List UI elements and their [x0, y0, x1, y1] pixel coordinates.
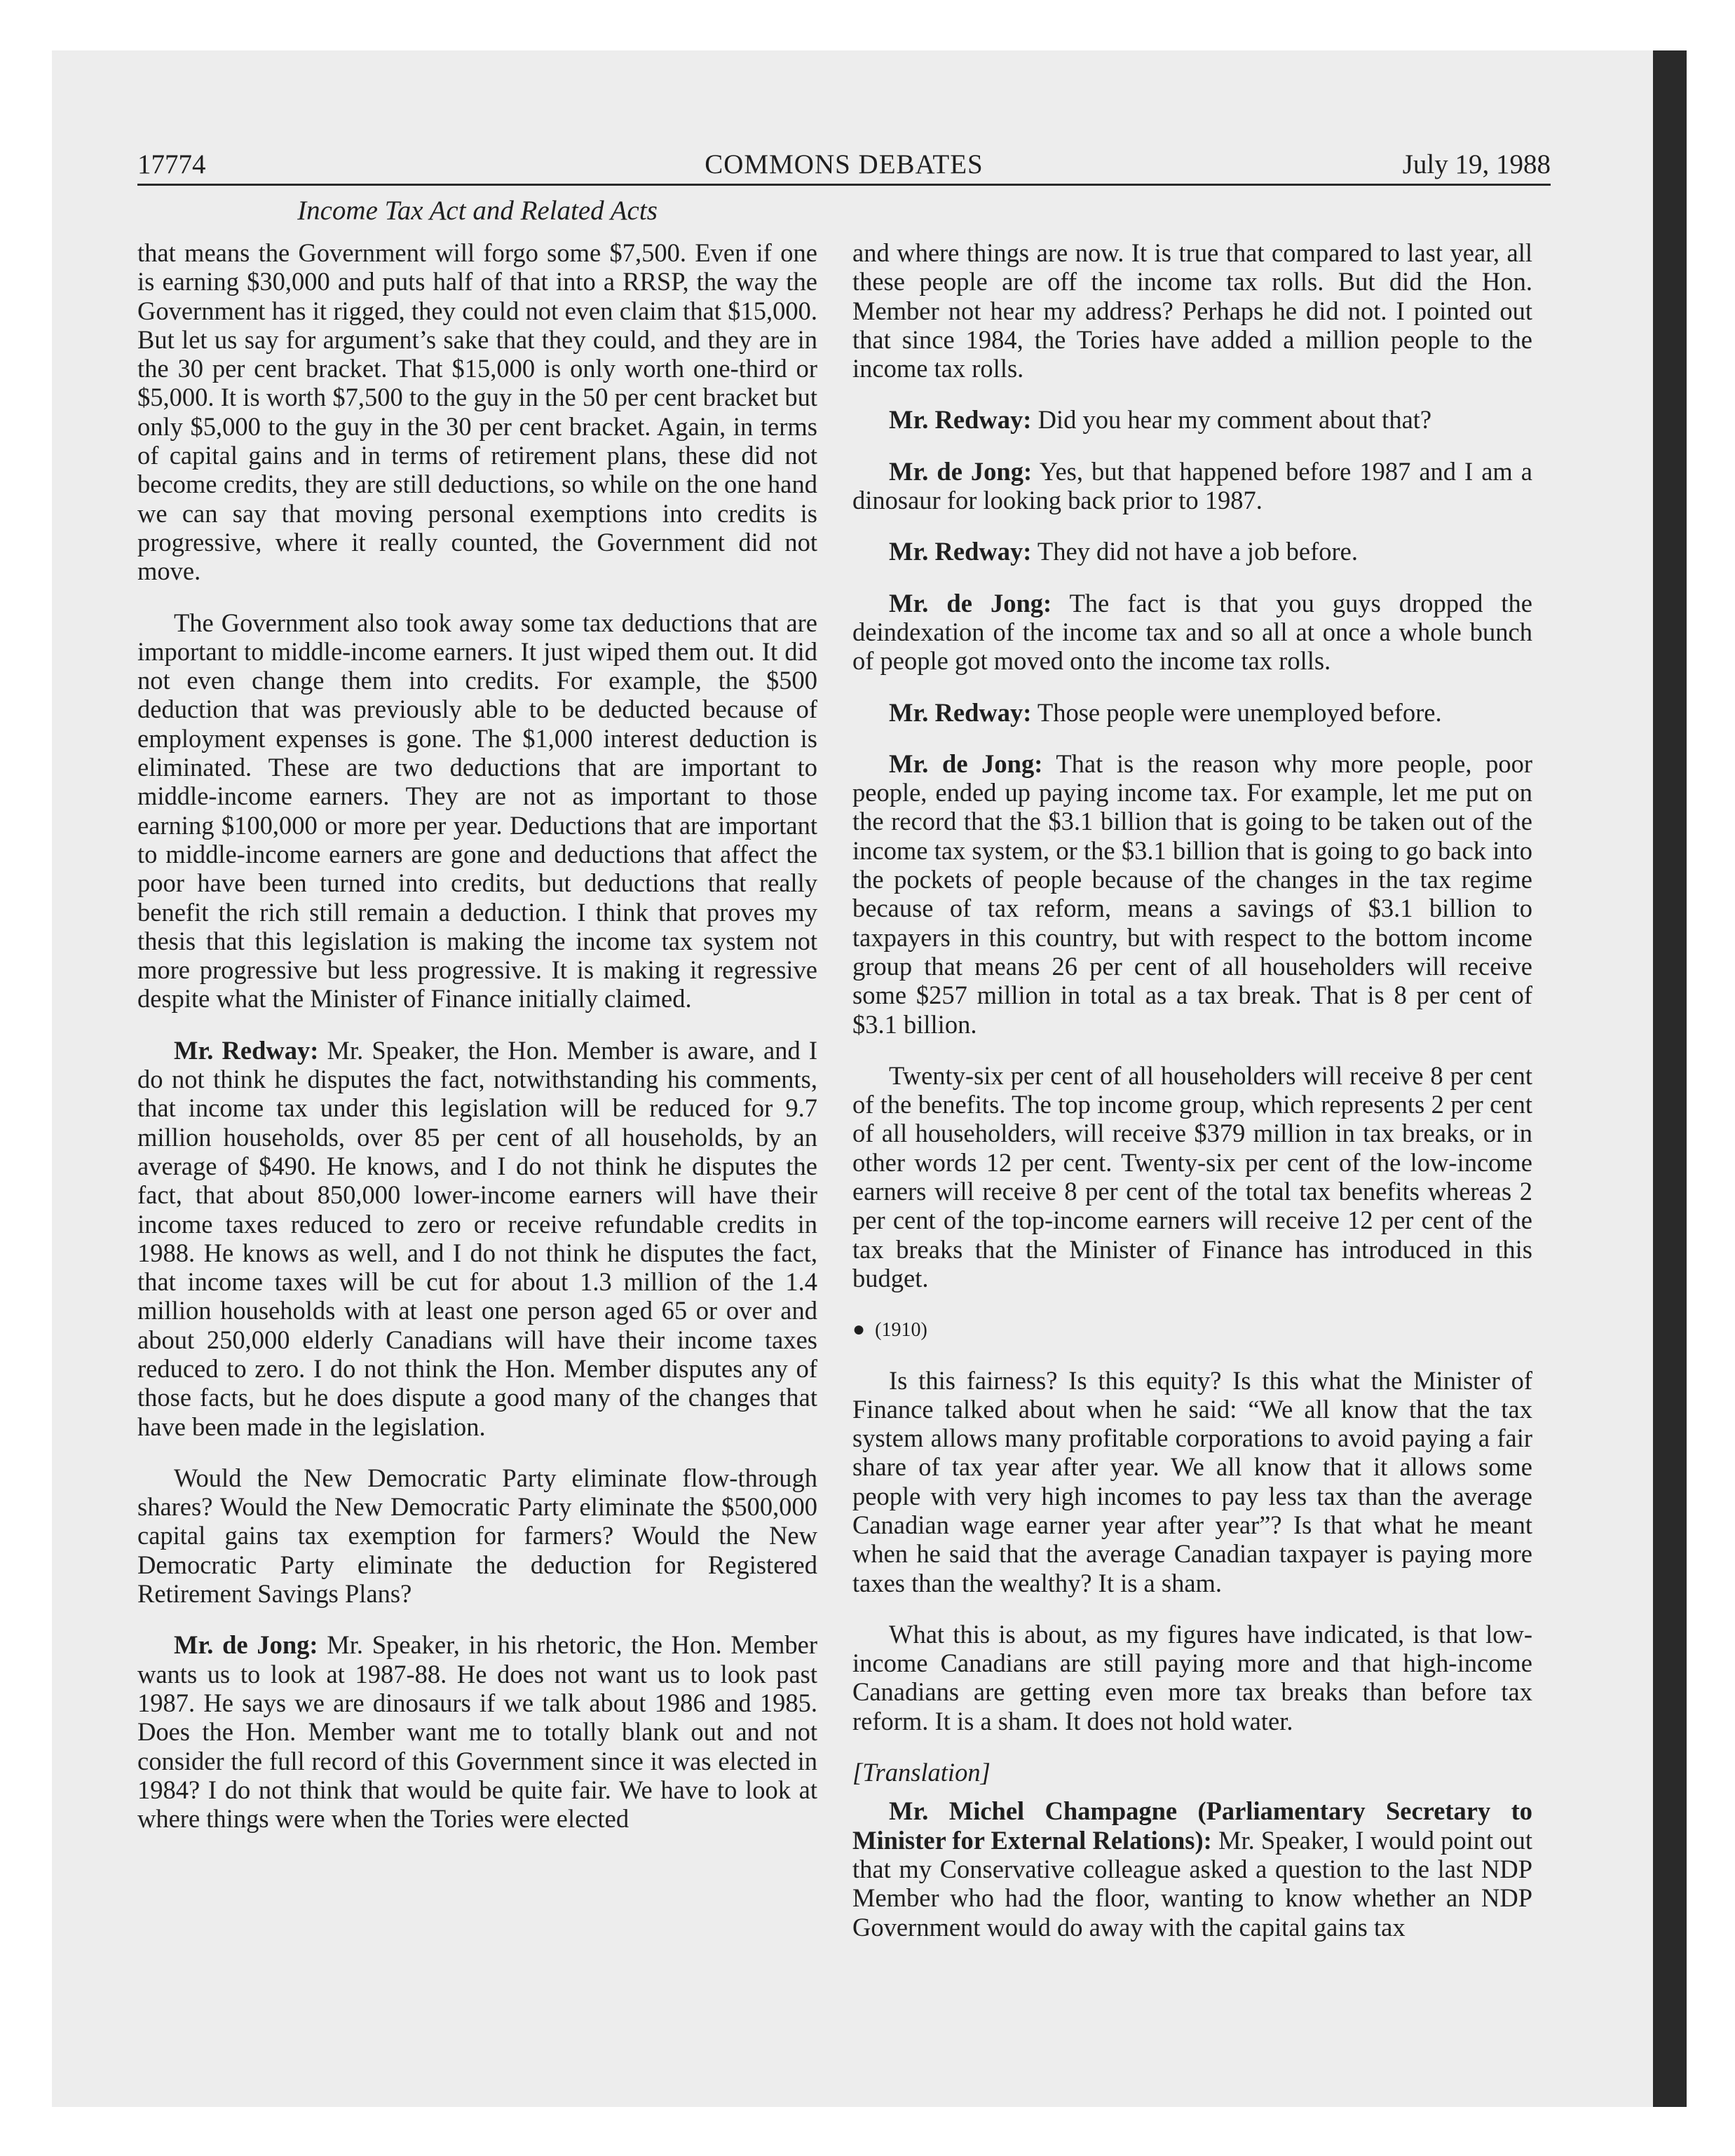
speech-text: They did not have a job before. [1037, 537, 1359, 566]
time-marker-text: (1910) [875, 1319, 927, 1342]
paragraph [852, 405, 1532, 434]
publication-title: COMMONS DEBATES [705, 149, 984, 179]
paragraph: Would the New Democratic Party eliminate flow-through shares? Would the New Democratic Party eliminate the $500,000 capital gains tax exemption for farmers? Would the New Democratic Party eliminate the deduction for Registered Retirement Savings Plans? [137, 1463, 817, 1609]
paragraph [137, 1630, 817, 1833]
paragraph: Twenty-six per cent of all householders will receive 8 per cent of the benefits. The top income group, which represents 2 per cent of all householders, will receive $379 million in tax breaks, or in other words 12 per cent. Twenty-six per cent of the low-income earners will receive 8 per cent of the total tax benefits whereas 2 per cent of the top-income earners will receive 12 per cent of the tax breaks that the Minister of Finance has introduced in this budget. [852, 1060, 1532, 1292]
bullet-icon: ● [852, 1318, 866, 1342]
speaker-name: Mr. Redway: [174, 1035, 319, 1065]
paragraph: that means the Government will forgo some $7,500. Even if one is earning $30,000 and puts half of that into a RRSP, the way the Government has it rigged, they could not even claim that $15,000. But let us say for argument’s sake that they could, and they are in the 30 per cent bracket. That $15,000 is only worth one-third or $5,000. It is worth $7,500 to the guy in the 50 per cent bracket but only $5,000 to the guy in the 30 per cent bracket. Again, in terms of capital gains and in terms of retirement plans, these did not become credits, they are still deductions, so while on the one hand we can say that moving personal exemptions into credits is progressive, where it really counted, the Government did not move. [137, 238, 817, 586]
page-header [137, 146, 1551, 186]
paragraph [137, 1036, 817, 1441]
speech-text: That is the reason why more people, poor people, ended up paying income tax. For example, let me put on the record that the $3.1 billion that is going to be taken out of the income tax system, or the $3.1 billion that is going to go back into the pockets of people because of the changes in the tax regime because of tax reform, means a savings of $3.1 billion to taxpayers in this country, but with respect to the bottom income group that means 26 per cent of all householders will receive some $257 million in total as a tax break. That is 8 per cent of $3.1 billion. [852, 749, 1532, 1039]
speech-text: Those people were unemployed before. [1037, 697, 1442, 727]
speaker-name: Mr. de Jong: [889, 588, 1052, 618]
speaker-name: Mr. de Jong: [889, 749, 1043, 778]
left-column [137, 238, 817, 1855]
page-number: 17774 [137, 149, 206, 179]
paragraph [852, 1796, 1532, 1941]
speech-text: Mr. Speaker, the Hon. Member is aware, and I do not think he disputes the fact, notwithstanding his comments, that income tax under this legislation will be reduced for 9.7 million households, over 85 per cent of all households, by an average of $490. He knows, and I do not think he disputes the fact, that about 850,000 lower-income earners will have their income taxes reduced to zero or receive refundable credits in 1988. He knows as well, and I do not think he disputes the fact, that income taxes will be cut for about 1.3 million of the 1.4 million households with at least one person aged 65 or over and about 250,000 elderly Canadians will have their income taxes reduced to zero. I do not think the Hon. Member disputes any of those facts, but he does dispute a good many of the changes that have been made in the legislation. [137, 1035, 817, 1441]
speaker-name: Mr. de Jong: [889, 456, 1033, 486]
speaker-name: Mr. Redway: [889, 697, 1032, 727]
speaker-name: Mr. de Jong: [174, 1630, 318, 1660]
speaker-name: Mr. Redway: [889, 537, 1032, 566]
speech-text: Mr. Speaker, I would point out that my Conservative colleague asked a question to the last NDP Member who had the floor, wanting to know whether an NDP Government would do away with the capital gains tax [852, 1825, 1532, 1942]
right-column [852, 238, 1532, 1964]
time-marker [852, 1315, 1532, 1344]
speaker-name: Mr. Redway: [889, 405, 1032, 435]
paragraph [852, 589, 1532, 676]
speech-text: Did you hear my comment about that? [1037, 405, 1432, 435]
page-binding-edge [1653, 50, 1687, 2107]
paragraph [852, 537, 1532, 566]
speaker-name: Mr. Michel Champagne (Parliamentary Secretary to Minister for External Relations): [852, 1796, 1532, 1855]
paragraph: What this is about, as my figures have indicated, is that low-income Canadians are still paying more and that high-income Canadians are getting even more tax breaks than before tax reform. It is a sham. It does not hold water. [852, 1619, 1532, 1735]
translation-label: [Translation] [852, 1758, 991, 1787]
speech-text: Yes, but that happened before 1987 and I am a dinosaur for looking back prior to 1987. [852, 456, 1532, 515]
paragraph [852, 749, 1532, 1039]
paragraph: and where things are now. It is true that compared to last year, all these people are off the income tax rolls. But did the Hon. Member not hear my address? Perhaps he did not. I pointed out that since 1984, the Tories have added a million people to the income tax rolls. [852, 238, 1532, 383]
speech-text: Mr. Speaker, in his rhetoric, the Hon. Member wants us to look at 1987-88. He does not want us to look past 1987. He says we are dinosaurs if we talk about 1986 and 1985. Does the Hon. Member want me to totally blank out and not consider the full record of this Government since it was elected in 1984? I do not think that would be quite fair. We have to look at where things were when the Tories were elected [137, 1630, 817, 1834]
paragraph [852, 457, 1532, 515]
publication-date: July 19, 1988 [1402, 149, 1551, 179]
section-subheading: Income Tax Act and Related Acts [297, 196, 658, 226]
paragraph [852, 698, 1532, 727]
speech-text: The fact is that you guys dropped the deindexation of the income tax and so all at once a whole bunch of people got moved onto the income tax rolls. [852, 588, 1533, 676]
paragraph: Is this fairness? Is this equity? Is this what the Minister of Finance talked about when he said: “We all know that the tax system allows many profitable corporations to avoid paying a fair share of tax year after year. We all know that it allows some people with very high incomes to pay less tax than the average Canadian wage earner year after year”? Is that what he meant when he said that the average Canadian taxpayer is paying more taxes than the wealthy? It is a sham. [852, 1365, 1532, 1597]
paragraph: The Government also took away some tax deductions that are important to middle-income earners. It just wiped them out. It did not even change them into credits. For example, the $500 deduction that was previously able to be deducted because of employment expenses is gone. The $1,000 interest deduction is eliminated. These are two deductions that are important to middle-income earners. They are not as important to those earning $100,000 or more per year. Deductions that are important to middle-income earners are gone and deductions that affect the poor have been turned into credits, but deductions that really benefit the rich still remain a deduction. I think that proves my thesis that this legislation is making the income tax system not more progressive but less progressive. It is making it regressive despite what the Minister of Finance initially claimed. [137, 608, 817, 1014]
